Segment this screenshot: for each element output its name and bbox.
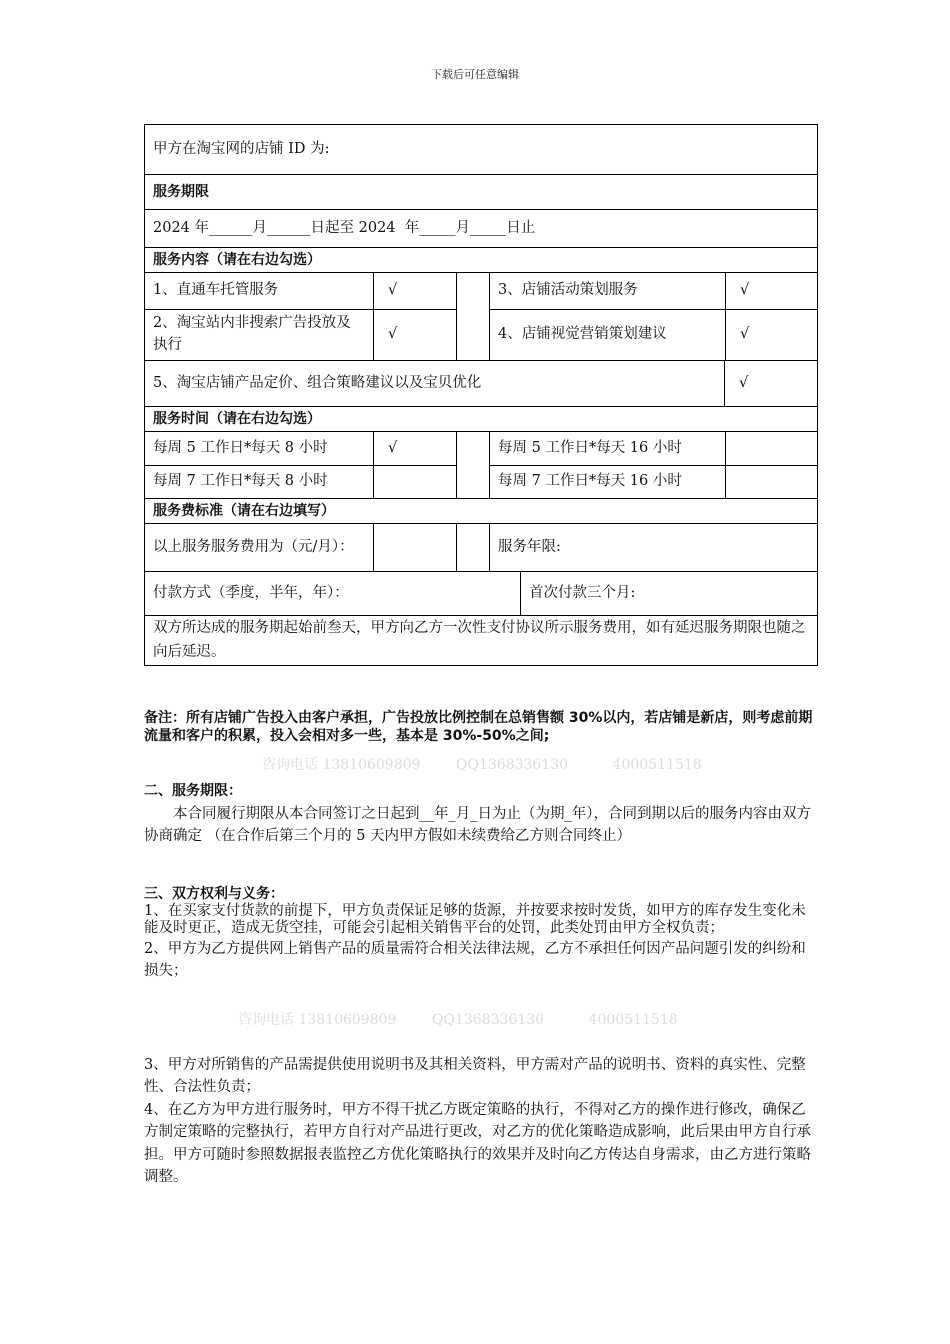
section-2: [144, 781, 820, 848]
time-heading: 服务时间（请在右边勾选）: [153, 410, 321, 427]
content-right: [489, 273, 817, 360]
period-heading: 服务期限: [153, 183, 209, 200]
payment-note: 双方所达成的服务期起始前叁天，甲方向乙方一次性支付协议所示服务费用，如有延迟服务期限也随之向后延迟。: [153, 620, 806, 660]
content-mark-3[interactable]: √: [725, 273, 817, 309]
shop-id-row: [145, 125, 817, 174]
fee-heading-row: [145, 498, 817, 523]
content-item-5: 5、淘宝店铺产品定价、组合策略建议以及宝贝优化: [153, 374, 482, 391]
section-3-heading: 三、双方权利与义务：: [144, 886, 284, 902]
time-mark-1[interactable]: √: [373, 432, 456, 465]
fee-label: 以上服务服务费用为（元/月）：: [153, 538, 354, 555]
header-note: 下载后可任意编辑: [431, 68, 519, 81]
time-heading-row: [145, 406, 817, 431]
shop-id-label: 甲方在淘宝网的店铺 ID 为:: [153, 140, 330, 157]
payment-row: [145, 571, 817, 615]
fee-row: [145, 523, 817, 571]
section-3-item-4: 4、在乙方为甲方进行服务时，甲方不得干扰乙方既定策略的执行，不得对乙方的操作进行修改，确保乙方制定策略的完整执行，若甲方自行对产品进行更改，对乙方的优化策略造成影响，此后果由甲方自行承担。甲方可随时参照数据报表监控乙方优化策略执行的效果并及时向乙方传达自身需求，由乙方进行策略调整。: [144, 1101, 811, 1186]
content-item-1: 1、直通车托管服务: [153, 282, 279, 299]
watermark-1: 咨询电话 13810609809 QQ1368336130 4000511518: [262, 757, 702, 773]
section-3-item-2: 2、甲方为乙方提供网上销售产品的质量需符合相关法律法规，乙方不承担任何因产品问题引发的纠纷和损失；: [144, 940, 806, 980]
fee-spacer: [456, 524, 489, 571]
time-item-4: 每周 7 工作日*每天 16 小时: [498, 473, 682, 490]
content-mark-4[interactable]: √: [725, 310, 817, 360]
time-item-2: 每周 5 工作日*每天 16 小时: [498, 439, 682, 456]
content-heading: 服务内容（请在右边勾选）: [153, 251, 321, 268]
fee-input[interactable]: [373, 524, 456, 571]
content-spacer: [456, 273, 489, 360]
period-line: 2024 年______月______日起至 2024 年_____月_____日止: [153, 219, 536, 236]
section-3-item-3: 3、甲方对所销售的产品需提供使用说明书及其相关资料，甲方需对产品的说明书、资料的真实性、完整性、合法性负责；: [144, 1057, 806, 1096]
content-item-4: 4、店铺视觉营销策划建议: [498, 326, 667, 343]
content-item-3: 3、店铺活动策划服务: [498, 282, 638, 299]
payment-note-row: [145, 615, 817, 665]
first-payment-label: 首次付款三个月:: [520, 572, 817, 615]
content-item-2: 2、淘宝站内非搜索广告投放及执行: [153, 315, 351, 353]
payment-label: 付款方式（季度，半年，年）：: [153, 584, 349, 601]
content-left: [145, 273, 456, 360]
content-row-5: [145, 360, 817, 406]
time-spacer: [456, 432, 489, 498]
time-mark-4[interactable]: [725, 466, 817, 498]
watermark-2: 咨询电话 13810609809 QQ1368336130 4000511518: [238, 1012, 678, 1028]
time-item-3: 每周 7 工作日*每天 8 小时: [153, 473, 328, 490]
content-mark-2[interactable]: √: [373, 310, 456, 360]
service-form-table: [144, 124, 818, 666]
section-3-continued: [144, 1054, 820, 1189]
time-rows: [145, 431, 817, 498]
content-heading-row: [145, 247, 817, 272]
content-mark-5[interactable]: √: [724, 361, 817, 406]
section-2-body: 本合同履行期限从本合同签订之日起到__年_月_日为止（为期_年），合同到期以后的服务内容由双方协商确定 （在合作后第三个月的 5 天内甲方假如未续费给乙方则合同终止）: [144, 805, 811, 845]
time-mark-3[interactable]: [373, 466, 456, 498]
content-rows: [145, 272, 817, 360]
period-row: [145, 209, 817, 247]
section-3-item-1: 1、在买家支付货款的前提下，甲方负责保证足够的货源，并按要求按时发货，如甲方的库存发生变化未能及时更正，造成无货空挂，可能会引起相关销售平台的处罚，此类处罚由甲方全权负责；: [144, 902, 806, 937]
remark-text: 备注：所有店铺广告投入由客户承担，广告投放比例控制在总销售额 30%以内，若店铺是新店，则考虑前期流量和客户的积累，投入会相对多一些，基本是 30%-50%之间;: [144, 710, 813, 744]
time-item-1: 每周 5 工作日*每天 8 小时: [153, 439, 328, 456]
period-heading-row: [145, 174, 817, 209]
time-mark-2[interactable]: [725, 432, 817, 465]
section-3: [144, 886, 820, 983]
content-mark-1[interactable]: √: [373, 273, 456, 309]
section-2-heading: 二、服务期限：: [144, 783, 242, 799]
years-label: 服务年限:: [489, 524, 817, 571]
fee-heading: 服务费标准（请在右边填写）: [153, 502, 335, 519]
